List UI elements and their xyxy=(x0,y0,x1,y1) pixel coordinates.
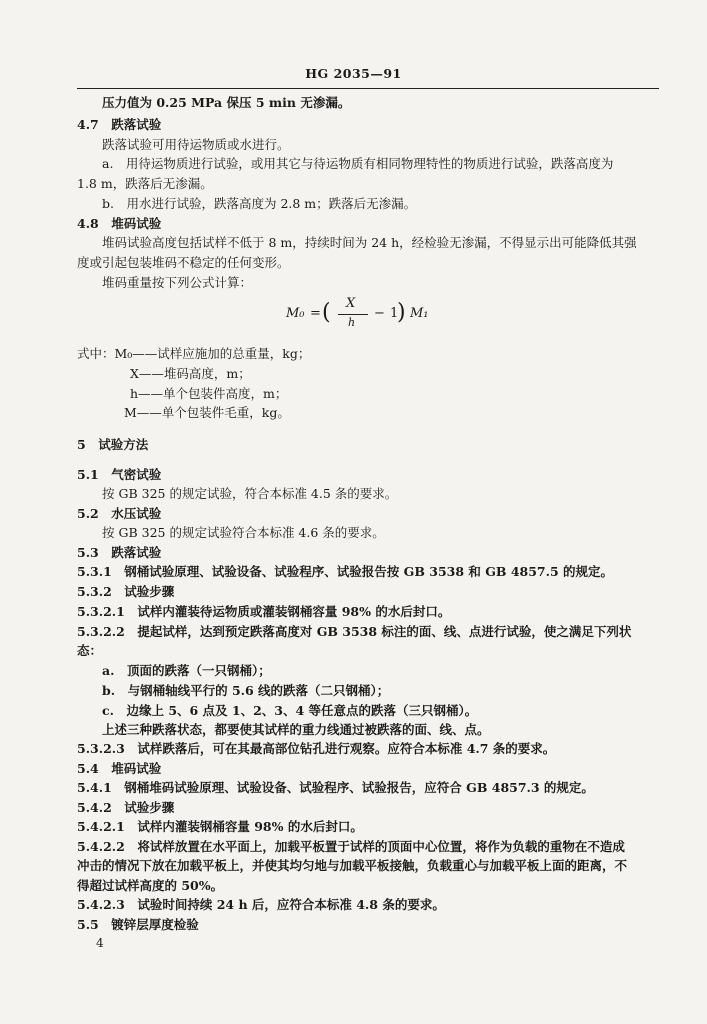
formula-equals: = xyxy=(310,306,321,321)
formula-numerator: X xyxy=(346,296,356,311)
text-line: 5.3.1 钢桶试验原理、试验设备、试验程序、试验报告按 GB 3538 和 GB 4857.5 的规定。 xyxy=(77,564,614,579)
section-heading: 5.3 跌落试验 xyxy=(77,545,162,560)
section-heading: 5.2 水压试验 xyxy=(77,506,162,521)
text-line: 得超过试样高度的 50%。 xyxy=(77,878,224,893)
text-line: 上述三种跌落状态，都要使其试样的重力线通过被跌落的面、线、点。 xyxy=(102,722,490,737)
text-line: 按 GB 325 的规定试验符合本标准 4.6 条的要求。 xyxy=(102,525,385,540)
section-heading: 4.7 跌落试验 xyxy=(77,117,162,132)
formula-left-paren: ( xyxy=(322,300,331,325)
section-heading: 4.8 堆码试验 xyxy=(77,216,162,231)
formula-denominator: h xyxy=(348,316,356,329)
text-line: 5.4.2.3 试验时间持续 24 h 后，应符合本标准 4.8 条的要求。 xyxy=(77,897,445,912)
formula-one: 1 xyxy=(390,306,399,321)
formula-fraction-bar xyxy=(338,314,368,315)
page-number: 4 xyxy=(96,936,104,950)
text-line: 态： xyxy=(77,643,103,658)
text-line: 冲击的情况下放在加载平板上，并使其均匀地与加载平板接触，负载重心与加载平板上面的距离，不 xyxy=(77,858,628,873)
text-line: 压力值为 0.25 MPa 保压 5 min 无渗漏。 xyxy=(102,95,351,110)
header-rule xyxy=(77,88,659,89)
legend-line: M——单个包装件毛重，kg。 xyxy=(124,405,290,420)
text-line: 5.4.2.2 将试样放置在水平面上，加载平板置于试样的顶面中心位置，将作为负载的重物在不造成 xyxy=(77,839,625,854)
section-heading: 5.4.2 试验步骤 xyxy=(77,800,175,815)
formula-m1: M₁ xyxy=(410,306,429,321)
text-line: 跌落试验可用待运物质或水进行。 xyxy=(102,137,290,152)
formula-minus: − xyxy=(374,306,385,321)
section-heading: 5.3.2 试验步骤 xyxy=(77,584,175,599)
text-line: 堆码试验高度包括试样不低于 8 m，持续时间为 24 h，经检验无渗漏，不得显示出可能降低其强 xyxy=(102,235,637,250)
text-line: 5.3.2.1 试样内灌装待运物质或灌装钢桶容量 98% 的水后封口。 xyxy=(77,604,451,619)
formula-m0: M₀ xyxy=(286,306,305,321)
section-heading: 5.1 气密试验 xyxy=(77,467,162,482)
list-item: c. 边缘上 5、6 点及 1、2、3、4 等任意点的跌落（三只钢桶）。 xyxy=(102,703,478,718)
legend-line: h——单个包装件高度，m； xyxy=(130,386,288,401)
text-line: b. 用水进行试验，跌落高度为 2.8 m；跌落后无渗漏。 xyxy=(102,196,417,211)
chapter-heading: 5 试验方法 xyxy=(77,437,149,452)
formula-right-paren: ) xyxy=(397,300,406,325)
section-heading: 5.4 堆码试验 xyxy=(77,761,162,776)
text-line: 按 GB 325 的规定试验，符合本标准 4.5 条的要求。 xyxy=(102,486,398,501)
legend-line: 式中：M₀——试样应施加的总重量，kg； xyxy=(77,346,311,361)
list-item: b. 与钢桶轴线平行的 5.6 线的跌落（二只钢桶）； xyxy=(102,683,390,698)
section-heading: 5.5 镀锌层厚度检验 xyxy=(77,917,199,932)
text-line: 度或引起包装堆码不稳定的任何变形。 xyxy=(77,255,290,270)
text-line: 5.4.2.1 试样内灌装钢桶容量 98% 的水后封口。 xyxy=(77,819,363,834)
text-line: a. 用待运物质进行试验，或用其它与待运物质有相同物理特性的物质进行试验，跌落高度为 xyxy=(102,156,614,171)
legend-line: X——堆码高度，m； xyxy=(130,366,251,381)
text-line: 5.3.2.3 试样跌落后，可在其最高部位钻孔进行观察。应符合本标准 4.7 条的要求。 xyxy=(77,741,556,756)
text-line: 1.8 m，跌落后无渗漏。 xyxy=(77,176,213,191)
page-header: HG 2035—91 xyxy=(305,66,402,81)
text-line: 堆码重量按下列公式计算： xyxy=(102,275,253,290)
list-item: a. 顶面的跌落（一只钢桶）； xyxy=(102,663,271,678)
text-line: 5.4.1 钢桶堆码试验原理、试验设备、试验程序、试验报告，应符合 GB 4857.3 的规定。 xyxy=(77,780,594,795)
text-line: 5.3.2.2 提起试样，达到预定跌落高度对 GB 3538 标注的面、线、点进行试验，使之满足下列状 xyxy=(77,624,632,639)
